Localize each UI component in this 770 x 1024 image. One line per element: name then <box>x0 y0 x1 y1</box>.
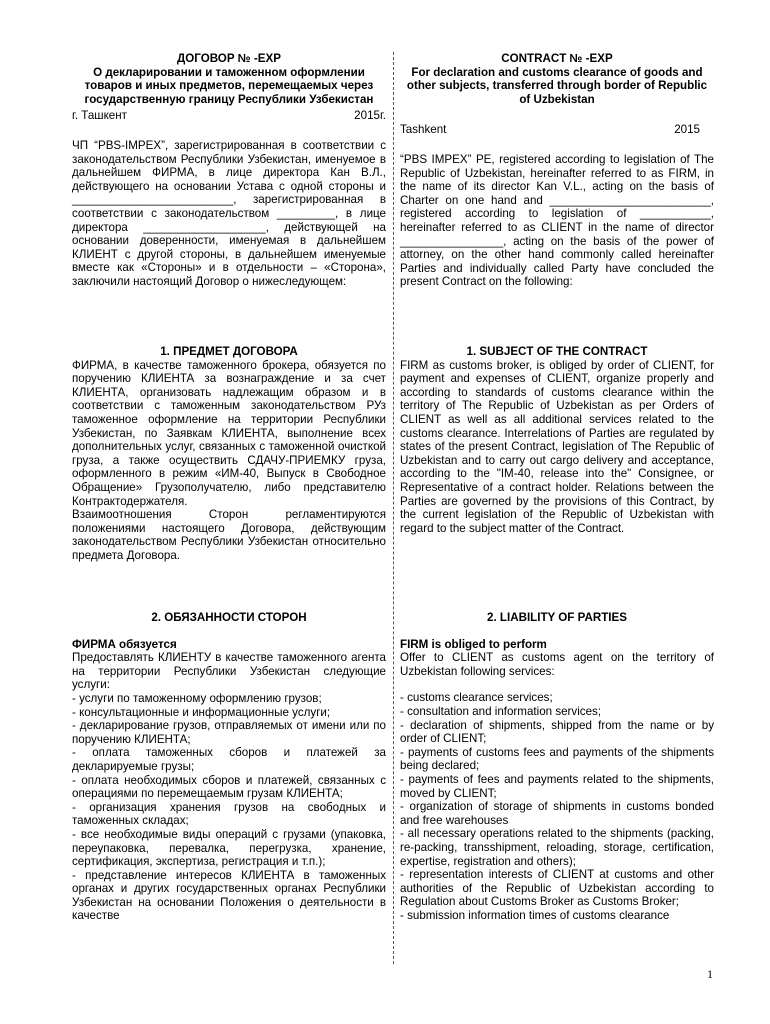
list-item: - оплата таможенных сборов и платежей за декларируемые грузы; <box>72 746 386 773</box>
english-column <box>400 52 714 289</box>
list-item: - organization of storage of shipments in customs bonded and free warehouses <box>400 800 714 827</box>
section-heading: 2. LIABILITY OF PARTIES <box>487 611 627 624</box>
year: 2015г. <box>354 109 386 123</box>
list-item: - payments of customs fees and payments of the shipments being declared; <box>400 745 714 773</box>
city: г. Ташкент <box>72 109 127 123</box>
section-paragraph: Взаимоотношения Сторон регламентируются положениями настоящего Договора, действующим законодательством Республики Узбекистан относительно предмета Договора. <box>72 508 386 562</box>
section-2-en <box>400 611 714 922</box>
year: 2015 <box>674 123 700 137</box>
list-item: - declaration of shipments, shipped from the name or by order of CLIENT; <box>400 718 714 746</box>
preamble-en: “PBS IMPEX” PE, registered according to legislation of The Republic of Uzbekistan, hereinafter referred to as FIRM, in the name of its director Kan V.L., acting on the basis of Charter on one hand and _________________________, registered according to legislation of ___________, hereinafter referred to as CLIENT in the name of director ________________, acting on the basis of the power of attorney, on the other hand commonly called hereinafter Parties and individually called Party have concluded the present Contract on the following: <box>400 152 714 289</box>
section-heading: 2. ОБЯЗАННОСТИ СТОРОН <box>151 611 307 624</box>
title-line: ДОГОВОР № -EXP <box>177 52 281 65</box>
column-divider <box>393 52 394 964</box>
section-lead: Предоставлять КЛИЕНТУ в качестве таможенного агента на территории Республики Узбекистан следующие услуги: <box>72 651 386 692</box>
spacer <box>400 678 714 691</box>
services-list <box>400 691 714 922</box>
page-number: 1 <box>707 967 713 981</box>
list-item: - submission information times of customs clearance <box>400 908 670 922</box>
list-item: - payments of fees and payments related to the shipments, moved by CLIENT; <box>400 772 714 800</box>
section-lead: Offer to CLIENT as customs agent on the territory of Uzbekistan following services: <box>400 651 714 678</box>
list-item: - customs clearance services; <box>400 691 553 705</box>
section-heading: 1. SUBJECT OF THE CONTRACT <box>466 345 648 358</box>
contract-title-en <box>400 52 714 106</box>
contract-title-ru <box>72 52 386 106</box>
subtitle-line: For declaration and customs clearance of goods and other subjects, transferred through border of Republic of Uzbekistan <box>406 65 708 106</box>
list-item: - организация хранения грузов на свободных и таможенных складах; <box>72 800 386 828</box>
list-item: - все необходимые виды операций с грузами (упаковка, переупаковка, перевалка, перегрузка, хранение, сертификация, экспертиза, регистрация и т.п.); <box>72 827 386 869</box>
preamble-ru: ЧП “PBS-IMPEX”, зарегистрированная в соответствии с законодательством Республики Узбекистан, именуемое в дальнейшем ФИРМА, в лице директора Кан В.Л., действующего на основании Устава с одной стороны и _________________________, зарегистрированная в соответствии с законодательством _________, в лице директора ___________________, действующей на основании доверенности, именуемая в дальнейшем КЛИЕНТ с другой стороны, в дальнейшем именуемые вместе как «Стороны» и в отдельности – «Сторона», заключили настоящий Договор о нижеследующем: <box>72 138 386 288</box>
list-item: - консультационные и информационные услуги; <box>72 705 331 719</box>
section-2-ru <box>72 611 386 923</box>
list-item: - consultation and information services; <box>400 704 602 718</box>
list-item: - услуги по таможенному оформлению грузов; <box>72 691 322 705</box>
list-item: - оплата необходимых сборов и платежей, связанных с операциями по перемещаемым грузам КЛИЕНТА; <box>72 773 386 801</box>
subtitle-line: О декларировании и таможенном оформлении товаров и иных предметов, перемещаемых через государственную границу Республики Узбекистан <box>84 65 374 106</box>
title-line: CONTRACT № -EXP <box>501 52 613 65</box>
place-date-en <box>400 123 714 137</box>
section-paragraph: ФИРМА, в качестве таможенного брокера, обязуется по поручению КЛИЕНТА за вознаграждение и за счет КЛИЕНТА, организовать надлежащим образом и в соответствии с таможенным законодательством РУз таможенное оформление на территории Республики Узбекистан, по Заявкам КЛИЕНТА, выполнение всех дополнительных услуг, связанных с таможенной очисткой груза, а также осуществить СДАЧУ-ПРИЕМКУ груза, оформленного в режим «ИМ-40, Выпуск в Свободное Обращение» Грузополучателю, либо представителю Контрактодержателя. <box>72 358 386 508</box>
list-item: - декларирование грузов, отправляемых от имени или по поручению КЛИЕНТА; <box>72 719 386 746</box>
section-paragraph: FIRM as customs broker, is obliged by order of CLIENT, for payment and expenses of CLIENT, organize properly and according to standards of customs clearance within the territory of The Republic of Uzbekistan as per Orders of CLIENT as well as all additional services related to the customs clearance. Interrelations of Parties are regulated by states of the present Contract, legislation of The Republic of Uzbekistan and to carry out cargo delivery and acceptance, according to the "IM-40, release into the" Consignee, or Representative of a contract holder. Relations between the Parties are governed by the provisions of this Contract, by the current legislation of the Republic of Uzbekistan with regard to the subject matter of the Contract. <box>400 358 714 535</box>
obligation-heading: ФИРМА обязуется <box>72 637 177 651</box>
section-1-ru <box>72 345 386 563</box>
section-1-en <box>400 345 714 535</box>
list-item: - all necessary operations related to the shipments (packing, re-packing, transshipment, reloading, storage, certification, expertise, registration and others); <box>400 827 714 868</box>
services-list <box>72 692 386 923</box>
obligation-heading: FIRM is obliged to perform <box>400 637 547 651</box>
list-item: - representation interests of CLIENT at customs and other authorities of the Republic of Uzbekistan according to Regulation about Customs Broker as Customs Broker; <box>400 868 714 909</box>
city: Tashkent <box>400 123 447 137</box>
place-date-ru <box>72 109 386 123</box>
list-item: - представление интересов КЛИЕНТА в таможенных органах и других государственных органах Республики Узбекистан на основании Положения о деятельности в качестве <box>72 868 386 923</box>
russian-column <box>72 52 386 289</box>
section-heading: 1. ПРЕДМЕТ ДОГОВОРА <box>160 345 298 358</box>
